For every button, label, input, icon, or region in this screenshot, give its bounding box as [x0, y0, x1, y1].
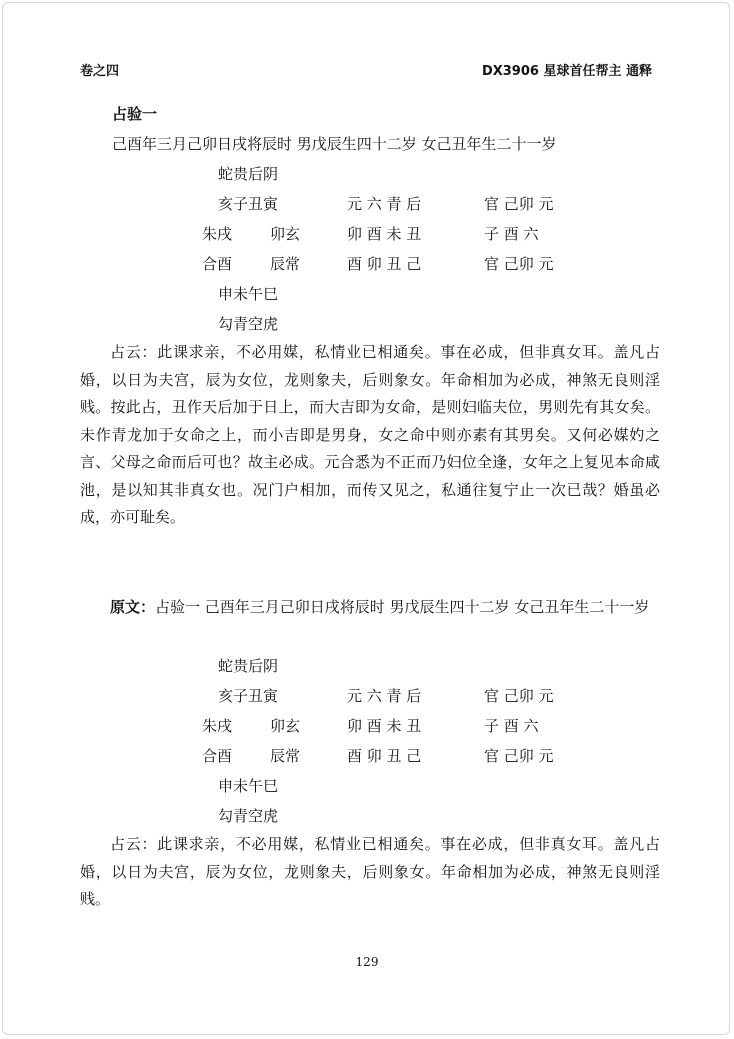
chart-row-3-left: 合酉 [202, 747, 233, 765]
chart-top-row: 蛇贵后阴 [218, 657, 279, 675]
four-lessons-row-2: 卯 酉 未 丑 [347, 717, 422, 735]
four-lessons-row-3: 酉 卯 丑 己 [347, 747, 422, 765]
section-subtitle: 己酉年三月己卯日戌将辰时 男戊辰生四十二岁 女己丑年生二十一岁 [112, 135, 557, 153]
three-transmissions-row-2: 子 酉 六 [484, 225, 539, 243]
original-commentary-paragraph: 占云：此课求亲，不必用媒，私情业已相通矣。事在必成，但非真女耳。盖凡占婚，以日为夫宫，辰为女位，龙则象夫，后则象女。年命相加为必成，神煞无良则淫贱。 [80, 835, 660, 908]
four-lessons-row-1: 元 六 青 后 [347, 195, 422, 213]
chart-row-2-left: 朱戌 [202, 225, 233, 243]
three-transmissions-row-2: 子 酉 六 [484, 717, 539, 735]
commentary-paragraph: 占云：此课求亲，不必用媒，私情业已相通矣。事在必成，但非真女耳。盖凡占婚，以日为夫宫，辰为女位，龙则象夫，后则象女。年命相加为必成，神煞无良则淫贱。按此占，丑作天后加于日上，而大吉即为女命，是则妇临夫位，男则先有其女矣。未作青龙加于女命之上，而小吉即是男身，女之命中则亦素有其男矣。又何必媒妁之言、父母之命而后可也？故主必成。元合悉为不正而乃妇位全逢，女年之上复见本命咸池，是以知其非真女也。况门户相加，而传又见之，私通往复宁止一次已哉？婚虽必成，亦可耻矣。 [80, 343, 660, 526]
chart-row-1: 亥子丑寅 [218, 195, 279, 213]
three-transmissions-row-1: 官 己卯 元 [484, 687, 554, 705]
original-text-content: 占验一 己酉年三月己卯日戌将辰时 男戊辰生四十二岁 女己丑年生二十一岁 [155, 598, 650, 616]
four-lessons-row-2: 卯 酉 未 丑 [347, 225, 422, 243]
three-transmissions-row-3: 官 己卯 元 [484, 255, 554, 273]
chart-bottom-row-1: 申未午巳 [218, 285, 279, 303]
chart-row-2-right: 卯玄 [270, 225, 301, 243]
four-lessons-row-1: 元 六 青 后 [347, 687, 422, 705]
chart-bottom-row-2: 勾青空虎 [218, 807, 279, 825]
chart-row-2-right: 卯玄 [270, 717, 301, 735]
chart-row-3-right: 辰常 [270, 255, 301, 273]
original-text-paragraph [80, 594, 660, 622]
three-transmissions-row-1: 官 己卯 元 [484, 195, 554, 213]
chart-bottom-row-1: 申未午巳 [218, 777, 279, 795]
three-transmissions-row-3: 官 己卯 元 [484, 747, 554, 765]
page-number: 129 [355, 955, 379, 969]
chart-bottom-row-2: 勾青空虎 [218, 315, 279, 333]
chart-row-1: 亥子丑寅 [218, 687, 279, 705]
chart-top-row: 蛇贵后阴 [218, 165, 279, 183]
chart-row-3-right: 辰常 [270, 747, 301, 765]
header-book-title: DX3906 星球首任帮主 通释 [481, 64, 652, 79]
four-lessons-row-3: 酉 卯 丑 己 [347, 255, 422, 273]
chart-row-2-left: 朱戌 [202, 717, 233, 735]
original-text-label: 原文： [110, 598, 156, 616]
chart-row-3-left: 合酉 [202, 255, 233, 273]
header-chapter: 卷之四 [80, 64, 120, 79]
section-title: 占验一 [112, 105, 158, 123]
